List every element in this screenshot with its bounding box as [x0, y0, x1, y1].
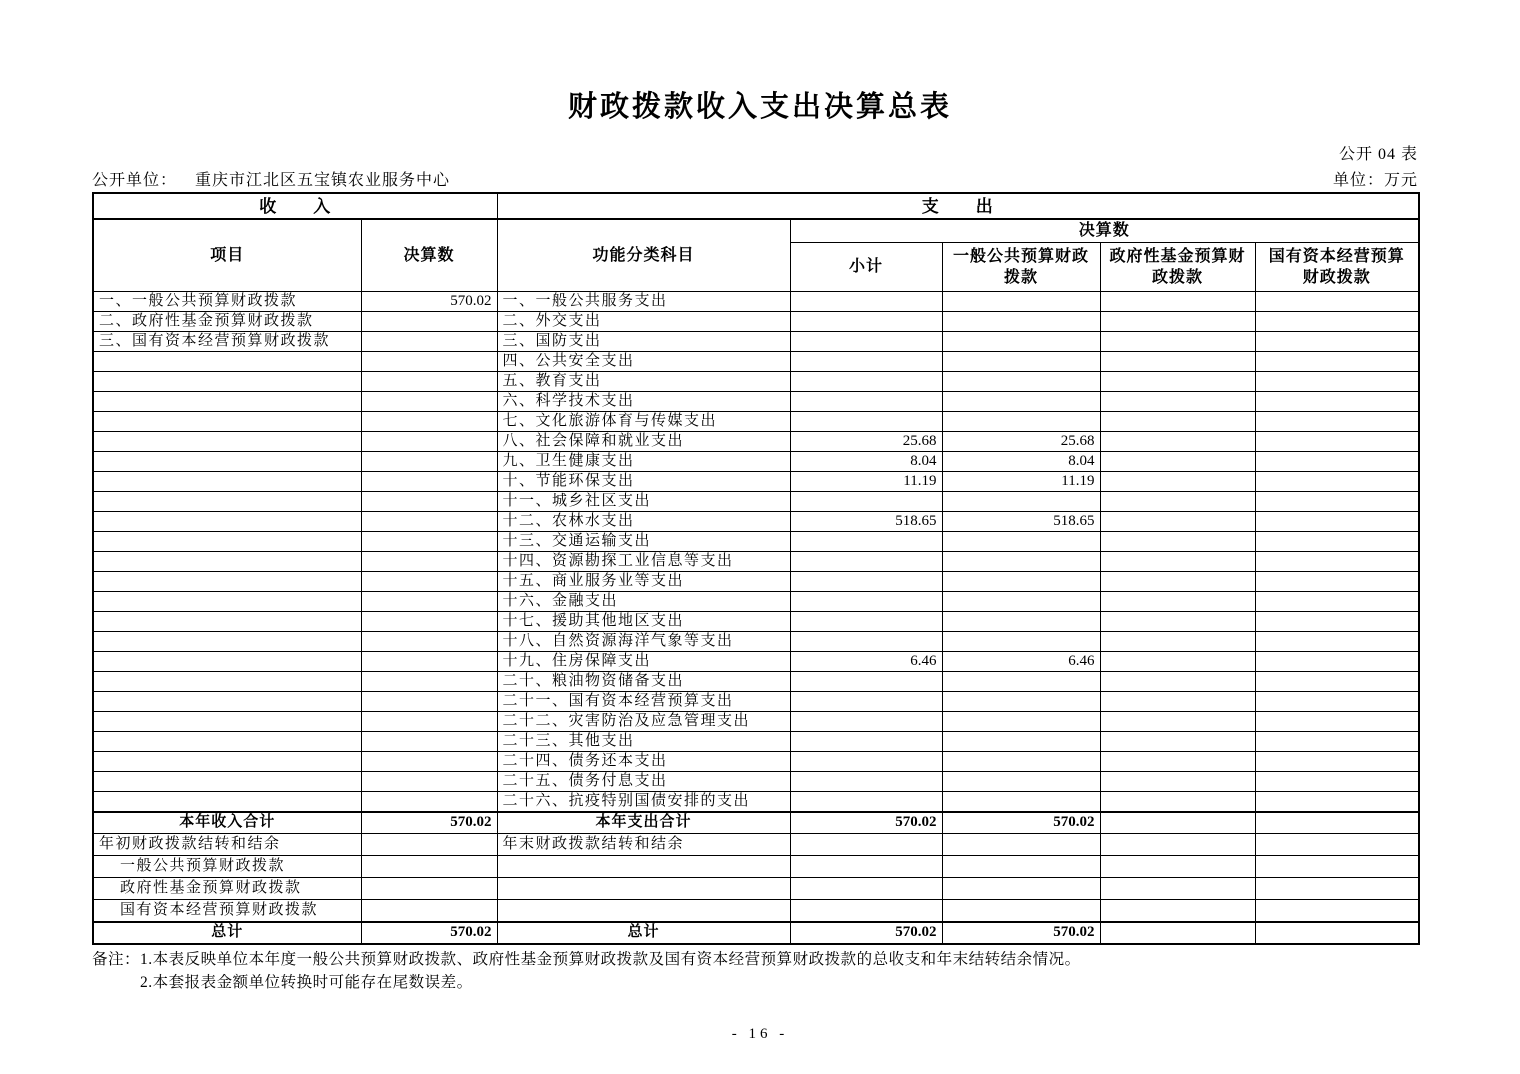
- gov-fund-value-cell: [1100, 311, 1255, 331]
- income-item-cell: [93, 591, 361, 611]
- expense-subtotal-cell: [790, 491, 942, 511]
- gov-fund-value-cell: [1100, 351, 1255, 371]
- expense-subtotal-cell: [790, 551, 942, 571]
- income-item-cell: 一般公共预算财政拨款: [93, 856, 361, 878]
- expense-item-cell: 十八、自然资源海洋气象等支出: [497, 631, 790, 651]
- general-budget-value-cell: [942, 671, 1100, 691]
- gov-fund-value-cell: [1100, 771, 1255, 791]
- summary-row: [93, 900, 1419, 922]
- col-header-function-subject: 功能分类科目: [497, 219, 790, 291]
- table-row: [93, 391, 1419, 411]
- gov-fund-value-cell: [1100, 711, 1255, 731]
- summary-row: [93, 856, 1419, 878]
- expense-item-cell: 二十三、其他支出: [497, 731, 790, 751]
- state-capital-value-cell: [1255, 291, 1419, 311]
- expense-subtotal-cell: [790, 834, 942, 856]
- expense-subtotal-cell: [790, 411, 942, 431]
- state-capital-value-cell: [1255, 651, 1419, 671]
- state-capital-value-cell: [1255, 751, 1419, 771]
- state-capital-value-cell: [1255, 834, 1419, 856]
- income-value-cell: [361, 491, 497, 511]
- income-value-cell: [361, 351, 497, 371]
- state-capital-value-cell: [1255, 331, 1419, 351]
- state-capital-value-cell: [1255, 371, 1419, 391]
- income-value-cell: [361, 651, 497, 671]
- gov-fund-value-cell: [1100, 391, 1255, 411]
- publishing-unit-label: 公开单位：: [92, 172, 178, 189]
- col-header-subtotal: 小计: [790, 242, 942, 291]
- general-budget-value-cell: 25.68: [942, 431, 1100, 451]
- general-budget-value-cell: 11.19: [942, 471, 1100, 491]
- expense-subtotal-cell: [790, 311, 942, 331]
- gov-fund-value-cell: [1100, 812, 1255, 834]
- general-budget-value-cell: [942, 411, 1100, 431]
- general-budget-value-cell: [942, 731, 1100, 751]
- gov-fund-value-cell: [1100, 531, 1255, 551]
- table-row: [93, 731, 1419, 751]
- gov-fund-value-cell: [1100, 571, 1255, 591]
- gov-fund-value-cell: [1100, 834, 1255, 856]
- expense-subtotal-cell: [790, 631, 942, 651]
- expense-subtotal-cell: [790, 531, 942, 551]
- general-budget-value-cell: [942, 631, 1100, 651]
- income-value-cell: [361, 411, 497, 431]
- state-capital-value-cell: [1255, 451, 1419, 471]
- state-capital-value-cell: [1255, 491, 1419, 511]
- state-capital-value-cell: [1255, 791, 1419, 812]
- table-row: [93, 771, 1419, 791]
- expense-subtotal-cell: [790, 571, 942, 591]
- expense-item-cell: 四、公共安全支出: [497, 351, 790, 371]
- currency-unit-note: 单位：万元: [1332, 172, 1418, 189]
- general-budget-value-cell: 570.02: [942, 812, 1100, 834]
- table-row: [93, 591, 1419, 611]
- expense-item-cell: 十二、农林水支出: [497, 511, 790, 531]
- table-number: 公开 04 表: [1338, 146, 1418, 163]
- expense-item-cell: [497, 856, 790, 878]
- general-budget-value-cell: [942, 878, 1100, 900]
- income-item-cell: 年初财政拨款结转和结余: [93, 834, 361, 856]
- table-row: [93, 531, 1419, 551]
- income-item-cell: [93, 371, 361, 391]
- expense-subtotal-cell: [790, 878, 942, 900]
- column-header-row-1: [93, 219, 1419, 242]
- general-budget-value-cell: 8.04: [942, 451, 1100, 471]
- col-header-general-budget: 一般公共预算财政拨款: [942, 242, 1100, 291]
- expense-item-cell: 二、外交支出: [497, 311, 790, 331]
- table-row: [93, 711, 1419, 731]
- expense-item-cell: 二十六、抗疫特别国债安排的支出: [497, 791, 790, 812]
- state-capital-value-cell: [1255, 856, 1419, 878]
- general-budget-value-cell: [942, 611, 1100, 631]
- gov-fund-value-cell: [1100, 451, 1255, 471]
- expense-subtotal-cell: [790, 611, 942, 631]
- expense-item-cell: 一、一般公共服务支出: [497, 291, 790, 311]
- general-budget-value-cell: [942, 351, 1100, 371]
- expense-subtotal-cell: [790, 671, 942, 691]
- general-budget-value-cell: [942, 491, 1100, 511]
- income-item-cell: [93, 691, 361, 711]
- income-item-cell: [93, 351, 361, 371]
- expense-item-cell: 十七、援助其他地区支出: [497, 611, 790, 631]
- expense-item-cell: 十、节能环保支出: [497, 471, 790, 491]
- expense-item-cell: 总计: [497, 922, 790, 944]
- col-header-item: 项目: [93, 219, 361, 291]
- gov-fund-value-cell: [1100, 856, 1255, 878]
- income-item-cell: 三、国有资本经营预算财政拨款: [93, 331, 361, 351]
- expense-item-cell: 八、社会保障和就业支出: [497, 431, 790, 451]
- gov-fund-value-cell: [1100, 878, 1255, 900]
- gov-fund-value-cell: [1100, 631, 1255, 651]
- income-value-cell: 570.02: [361, 812, 497, 834]
- state-capital-value-cell: [1255, 351, 1419, 371]
- gov-fund-value-cell: [1100, 691, 1255, 711]
- income-value-cell: [361, 731, 497, 751]
- expense-item-cell: 二十四、债务还本支出: [497, 751, 790, 771]
- general-budget-value-cell: [942, 900, 1100, 922]
- income-item-cell: [93, 791, 361, 812]
- general-budget-value-cell: 518.65: [942, 511, 1100, 531]
- income-value-cell: [361, 391, 497, 411]
- income-item-cell: [93, 731, 361, 751]
- expense-item-cell: [497, 878, 790, 900]
- income-value-cell: [361, 591, 497, 611]
- state-capital-value-cell: [1255, 471, 1419, 491]
- income-value-cell: [361, 531, 497, 551]
- expense-item-cell: 十九、住房保障支出: [497, 651, 790, 671]
- income-item-cell: [93, 611, 361, 631]
- income-item-cell: [93, 511, 361, 531]
- gov-fund-value-cell: [1100, 611, 1255, 631]
- gov-fund-value-cell: [1100, 551, 1255, 571]
- state-capital-value-cell: [1255, 671, 1419, 691]
- income-item-cell: [93, 451, 361, 471]
- summary-row: [93, 878, 1419, 900]
- general-budget-value-cell: [942, 751, 1100, 771]
- general-budget-value-cell: [942, 291, 1100, 311]
- gov-fund-value-cell: [1100, 751, 1255, 771]
- income-item-cell: [93, 531, 361, 551]
- income-value-cell: [361, 631, 497, 651]
- final-amount-group-header: 决算数: [790, 219, 1419, 242]
- expense-subtotal-cell: [790, 691, 942, 711]
- general-budget-value-cell: [942, 834, 1100, 856]
- state-capital-value-cell: [1255, 812, 1419, 834]
- expense-subtotal-cell: [790, 771, 942, 791]
- general-budget-value-cell: 570.02: [942, 922, 1100, 944]
- income-value-cell: 570.02: [361, 291, 497, 311]
- summary-row: [93, 922, 1419, 944]
- income-item-cell: [93, 711, 361, 731]
- general-budget-value-cell: [942, 371, 1100, 391]
- expense-item-cell: 十四、资源勘探工业信息等支出: [497, 551, 790, 571]
- expense-subtotal-cell: 11.19: [790, 471, 942, 491]
- general-budget-value-cell: [942, 571, 1100, 591]
- table-row: [93, 431, 1419, 451]
- state-capital-value-cell: [1255, 631, 1419, 651]
- income-value-cell: [361, 671, 497, 691]
- income-value-cell: [361, 791, 497, 812]
- income-value-cell: 570.02: [361, 922, 497, 944]
- page-title: 财政拨款收入支出决算总表: [567, 91, 952, 123]
- income-item-cell: 国有资本经营预算财政拨款: [93, 900, 361, 922]
- expense-subtotal-cell: 570.02: [790, 812, 942, 834]
- general-budget-value-cell: [942, 391, 1100, 411]
- income-section-header: 收 入: [93, 193, 497, 219]
- income-item-cell: 总计: [93, 922, 361, 944]
- state-capital-value-cell: [1255, 311, 1419, 331]
- income-value-cell: [361, 611, 497, 631]
- expense-subtotal-cell: [790, 591, 942, 611]
- table-row: [93, 291, 1419, 311]
- table-row: [93, 471, 1419, 491]
- state-capital-value-cell: [1255, 391, 1419, 411]
- fiscal-summary-table: [92, 192, 1420, 945]
- expense-subtotal-cell: [790, 751, 942, 771]
- general-budget-value-cell: [942, 856, 1100, 878]
- col-header-state-capital: 国有资本经营预算财政拨款: [1255, 242, 1419, 291]
- gov-fund-value-cell: [1100, 511, 1255, 531]
- table-row: [93, 331, 1419, 351]
- footnotes-items: [140, 948, 1081, 994]
- table-row: [93, 351, 1419, 371]
- income-value-cell: [361, 551, 497, 571]
- section-header-row: [93, 193, 1419, 219]
- state-capital-value-cell: [1255, 771, 1419, 791]
- expense-item-cell: 七、文化旅游体育与传媒支出: [497, 411, 790, 431]
- income-value-cell: [361, 771, 497, 791]
- income-value-cell: [361, 431, 497, 451]
- expense-item-cell: [497, 900, 790, 922]
- table-row: [93, 691, 1419, 711]
- state-capital-value-cell: [1255, 731, 1419, 751]
- gov-fund-value-cell: [1100, 371, 1255, 391]
- income-value-cell: [361, 511, 497, 531]
- table-row: [93, 371, 1419, 391]
- income-item-cell: [93, 471, 361, 491]
- expense-item-cell: 二十一、国有资本经营预算支出: [497, 691, 790, 711]
- expense-item-cell: 五、教育支出: [497, 371, 790, 391]
- expense-item-cell: 二十五、债务付息支出: [497, 771, 790, 791]
- expense-item-cell: 二十、粮油物资储备支出: [497, 671, 790, 691]
- gov-fund-value-cell: [1100, 291, 1255, 311]
- table-row: [93, 491, 1419, 511]
- expense-subtotal-cell: [790, 291, 942, 311]
- expense-item-cell: 十三、交通运输支出: [497, 531, 790, 551]
- expense-subtotal-cell: [790, 731, 942, 751]
- expense-item-cell: 十五、商业服务业等支出: [497, 571, 790, 591]
- gov-fund-value-cell: [1100, 651, 1255, 671]
- state-capital-value-cell: [1255, 571, 1419, 591]
- gov-fund-value-cell: [1100, 591, 1255, 611]
- expense-subtotal-cell: 518.65: [790, 511, 942, 531]
- unit-row: [92, 167, 1418, 190]
- expense-item-cell: 三、国防支出: [497, 331, 790, 351]
- state-capital-value-cell: [1255, 691, 1419, 711]
- income-item-cell: [93, 651, 361, 671]
- gov-fund-value-cell: [1100, 471, 1255, 491]
- expense-subtotal-cell: [790, 391, 942, 411]
- state-capital-value-cell: [1255, 900, 1419, 922]
- general-budget-value-cell: [942, 531, 1100, 551]
- income-item-cell: [93, 571, 361, 591]
- income-value-cell: [361, 451, 497, 471]
- expense-subtotal-cell: [790, 371, 942, 391]
- income-item-cell: [93, 491, 361, 511]
- general-budget-value-cell: 6.46: [942, 651, 1100, 671]
- table-row: [93, 611, 1419, 631]
- income-item-cell: [93, 551, 361, 571]
- gov-fund-value-cell: [1100, 411, 1255, 431]
- income-value-cell: [361, 691, 497, 711]
- footnote-1: 1.本表反映单位本年度一般公共预算财政拨款、政府性基金预算财政拨款及国有资本经营预算财政拨款的总收支和年末结转结余情况。: [140, 950, 1081, 968]
- income-item-cell: [93, 391, 361, 411]
- state-capital-value-cell: [1255, 411, 1419, 431]
- table-row: [93, 451, 1419, 471]
- income-item-cell: 本年收入合计: [93, 812, 361, 834]
- gov-fund-value-cell: [1100, 331, 1255, 351]
- expense-subtotal-cell: [790, 856, 942, 878]
- table-row: [93, 671, 1419, 691]
- income-value-cell: [361, 751, 497, 771]
- expense-item-cell: 本年支出合计: [497, 812, 790, 834]
- income-item-cell: [93, 631, 361, 651]
- income-value-cell: [361, 834, 497, 856]
- expense-item-cell: 九、卫生健康支出: [497, 451, 790, 471]
- expense-subtotal-cell: [790, 900, 942, 922]
- gov-fund-value-cell: [1100, 791, 1255, 812]
- income-value-cell: [361, 900, 497, 922]
- income-value-cell: [361, 471, 497, 491]
- page-number: - 16 -: [731, 1026, 789, 1042]
- state-capital-value-cell: [1255, 711, 1419, 731]
- general-budget-value-cell: [942, 771, 1100, 791]
- gov-fund-value-cell: [1100, 671, 1255, 691]
- general-budget-value-cell: [942, 791, 1100, 812]
- general-budget-value-cell: [942, 591, 1100, 611]
- expense-item-cell: 十一、城乡社区支出: [497, 491, 790, 511]
- state-capital-value-cell: [1255, 511, 1419, 531]
- expense-section-header: 支 出: [497, 193, 1419, 219]
- footnotes-label: 备注：: [92, 950, 141, 968]
- table-row: [93, 311, 1419, 331]
- income-item-cell: 政府性基金预算财政拨款: [93, 878, 361, 900]
- expense-subtotal-cell: 6.46: [790, 651, 942, 671]
- state-capital-value-cell: [1255, 551, 1419, 571]
- table-row: [93, 631, 1419, 651]
- expense-item-cell: 二十二、灾害防治及应急管理支出: [497, 711, 790, 731]
- summary-row: [93, 812, 1419, 834]
- footnote-2: 2.本套报表金额单位转换时可能存在尾数误差。: [140, 973, 473, 991]
- expense-subtotal-cell: [790, 711, 942, 731]
- state-capital-value-cell: [1255, 531, 1419, 551]
- state-capital-value-cell: [1255, 878, 1419, 900]
- expense-item-cell: 十六、金融支出: [497, 591, 790, 611]
- table-row: [93, 791, 1419, 812]
- col-header-gov-fund: 政府性基金预算财政拨款: [1100, 242, 1255, 291]
- table-row: [93, 411, 1419, 431]
- income-value-cell: [361, 711, 497, 731]
- general-budget-value-cell: [942, 551, 1100, 571]
- gov-fund-value-cell: [1100, 731, 1255, 751]
- expense-subtotal-cell: 570.02: [790, 922, 942, 944]
- expense-subtotal-cell: [790, 351, 942, 371]
- state-capital-value-cell: [1255, 431, 1419, 451]
- general-budget-value-cell: [942, 691, 1100, 711]
- income-item-cell: [93, 671, 361, 691]
- expense-subtotal-cell: 25.68: [790, 431, 942, 451]
- expense-item-cell: 年末财政拨款结转和结余: [497, 834, 790, 856]
- income-value-cell: [361, 571, 497, 591]
- gov-fund-value-cell: [1100, 491, 1255, 511]
- income-value-cell: [361, 311, 497, 331]
- income-item-cell: [93, 431, 361, 451]
- table-row: [93, 571, 1419, 591]
- gov-fund-value-cell: [1100, 431, 1255, 451]
- col-header-final-amount: 决算数: [361, 219, 497, 291]
- income-item-cell: 一、一般公共预算财政拨款: [93, 291, 361, 311]
- income-value-cell: [361, 856, 497, 878]
- gov-fund-value-cell: [1100, 900, 1255, 922]
- state-capital-value-cell: [1255, 611, 1419, 631]
- gov-fund-value-cell: [1100, 922, 1255, 944]
- publishing-unit: [92, 167, 450, 190]
- income-item-cell: [93, 771, 361, 791]
- expense-subtotal-cell: [790, 331, 942, 351]
- publishing-unit-name: 重庆市江北区五宝镇农业服务中心: [195, 172, 451, 189]
- income-item-cell: 二、政府性基金预算财政拨款: [93, 311, 361, 331]
- summary-row: [93, 834, 1419, 856]
- general-budget-value-cell: [942, 331, 1100, 351]
- expense-subtotal-cell: [790, 791, 942, 812]
- table-row: [93, 511, 1419, 531]
- state-capital-value-cell: [1255, 591, 1419, 611]
- table-row: [93, 651, 1419, 671]
- income-item-cell: [93, 751, 361, 771]
- general-budget-value-cell: [942, 311, 1100, 331]
- table-row: [93, 551, 1419, 571]
- table-body: [93, 291, 1419, 944]
- income-value-cell: [361, 878, 497, 900]
- income-value-cell: [361, 371, 497, 391]
- income-value-cell: [361, 331, 497, 351]
- state-capital-value-cell: [1255, 922, 1419, 944]
- income-item-cell: [93, 411, 361, 431]
- table-row: [93, 751, 1419, 771]
- expense-subtotal-cell: 8.04: [790, 451, 942, 471]
- footnotes: [92, 948, 1418, 994]
- general-budget-value-cell: [942, 711, 1100, 731]
- expense-item-cell: 六、科学技术支出: [497, 391, 790, 411]
